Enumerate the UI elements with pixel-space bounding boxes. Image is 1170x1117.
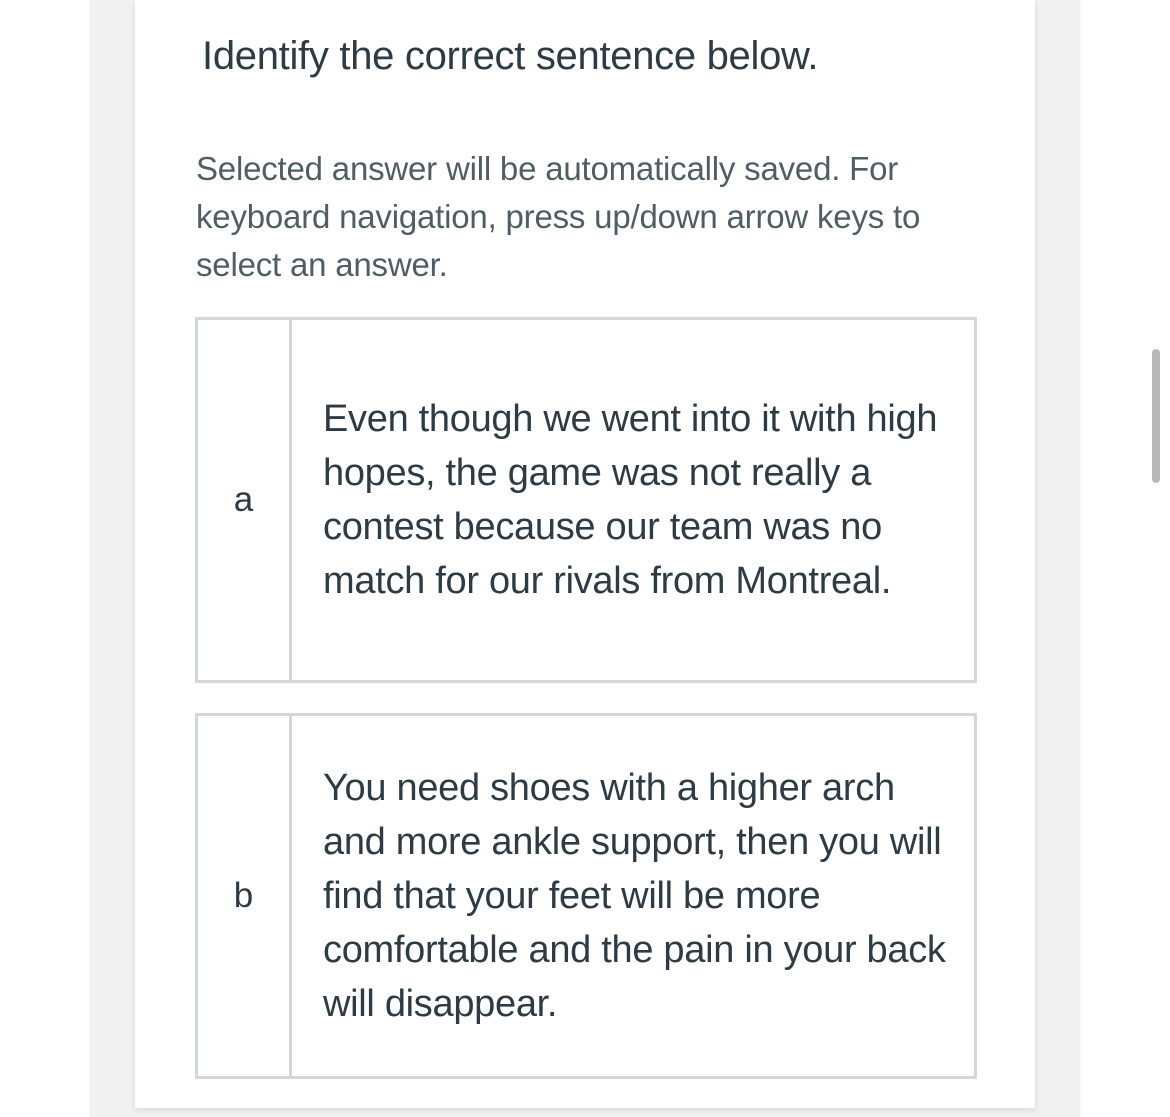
option-text: You need shoes with a higher arch and more ankle support, then you will find that your feet will be more comfortable and the pain in your back will disappear. [323,767,946,1025]
answer-option-b[interactable] [195,713,977,1079]
option-letter: a [198,320,292,680]
scrollbar-thumb[interactable] [1152,349,1160,483]
question-prompt: Identify the correct sentence below. [202,34,819,78]
answer-instructions: Selected answer will be automatically saved. For keyboard navigation, press up/down arrow keys to select an answer. [196,150,921,283]
option-text: Even though we went into it with high hopes, the game was not really a contest because our team was no match for our rivals from Montreal. [323,398,938,602]
option-letter: b [198,716,292,1076]
answer-option-a[interactable] [195,317,977,683]
